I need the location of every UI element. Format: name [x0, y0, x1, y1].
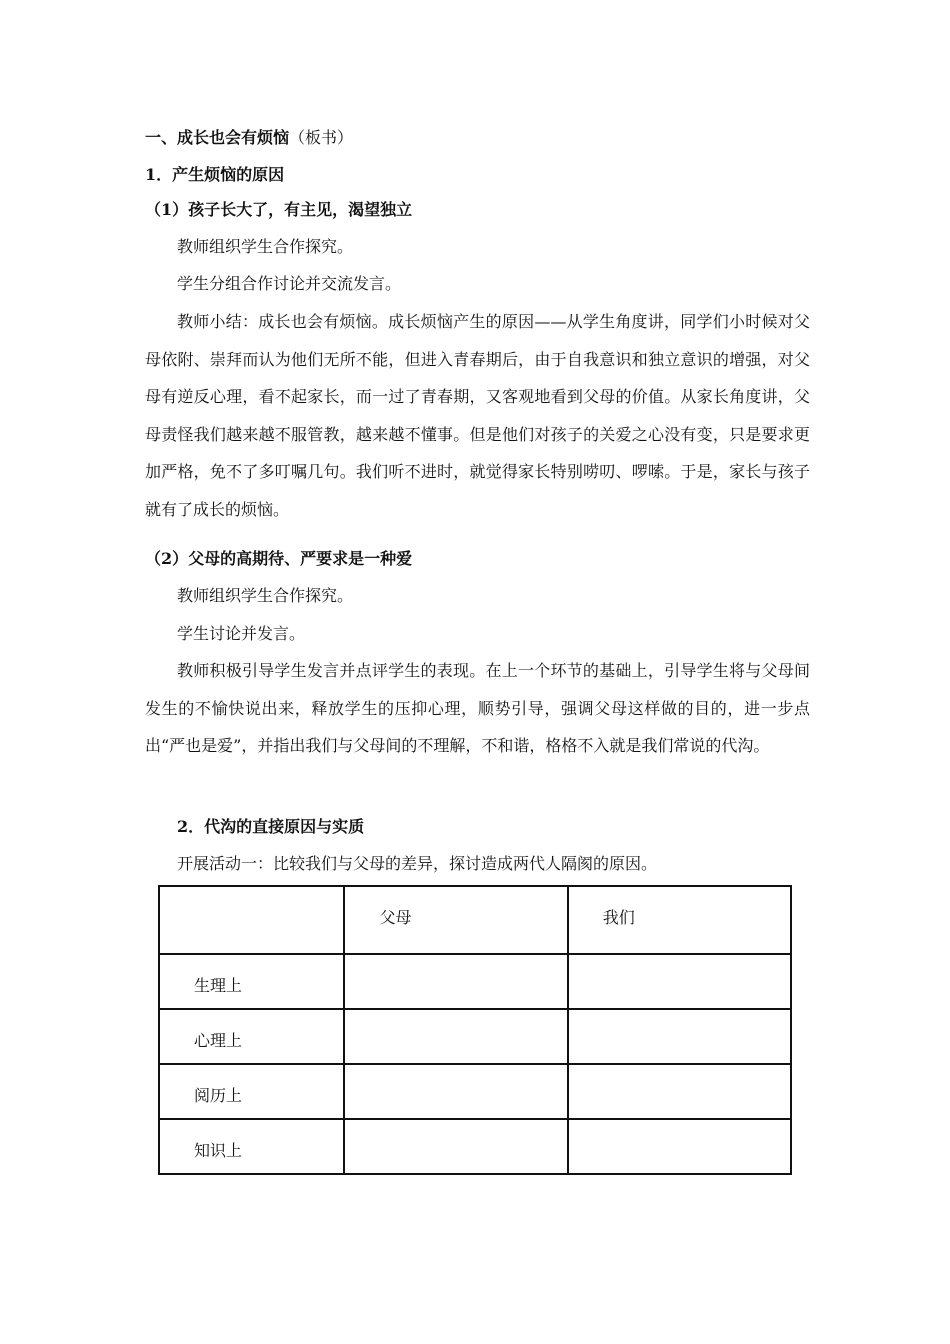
table-row — [159, 1119, 791, 1174]
table-cell — [568, 1009, 791, 1064]
main-heading-title: 一、成长也会有烦恼 — [145, 128, 290, 147]
table-header-cell: 我们 — [568, 886, 791, 954]
table-cell — [344, 1009, 567, 1064]
table-cell — [568, 1119, 791, 1174]
table-row — [159, 1009, 791, 1064]
table-row-label: 生理上 — [159, 954, 344, 1009]
table-row — [159, 954, 791, 1009]
main-heading-note: （板书） — [289, 128, 354, 147]
sub1-line1: 教师组织学生合作探究。 — [177, 237, 354, 256]
table-cell — [568, 1064, 791, 1119]
table-row-label: 知识上 — [159, 1119, 344, 1174]
table-header-cell: 父母 — [344, 886, 567, 954]
table-cell — [344, 1064, 567, 1119]
sub1-summary: 教师小结：成长也会有烦恼。成长烦恼产生的原因——从学生角度讲，同学们小时候对父母依附、崇拜而认为他们无所不能，但进入青春期后，由于自我意识和独立意识的增强，对父母有逆反心理，看不起家长，而一过了青春期，又客观地看到父母的价值。从家长角度讲，父母责怪我们越来越不服管教，越来越不懂事。但是他们对孩子的关爱之心没有变，只是要求更加严格，免不了多叮嘱几句。我们听不进时，就觉得家长特别唠叨、啰嗦。于是，家长与孩子就有了成长的烦恼。 — [145, 312, 810, 519]
sub1-title: （1）孩子长大了，有主见，渴望独立 — [145, 200, 413, 219]
sub1-line2: 学生分组合作讨论并交流发言。 — [177, 274, 402, 293]
section2-title: 2．代沟的直接原因与实质 — [177, 817, 365, 836]
table-header-row — [159, 886, 791, 954]
sub2-line1: 教师组织学生合作探究。 — [177, 586, 354, 605]
comparison-table — [158, 885, 792, 1175]
table-cell — [568, 954, 791, 1009]
sub2-summary: 教师积极引导学生发言并点评学生的表现。在上一个环节的基础上，引导学生将与父母间发生的不愉快说出来，释放学生的压抑心理，顺势引导，强调父母这样做的目的，进一步点出“严也是爱”，并指出我们与父母间的不理解，不和谐，格格不入就是我们常说的代沟。 — [145, 661, 810, 755]
section2-activity: 开展活动一：比较我们与父母的差异，探讨造成两代人隔阂的原因。 — [177, 854, 658, 873]
sub2-title: （2）父母的高期待、严要求是一种爱 — [145, 549, 413, 568]
sub2-line2: 学生讨论并发言。 — [177, 624, 306, 643]
table-row-label: 心理上 — [159, 1009, 344, 1064]
section1-title: 1．产生烦恼的原因 — [145, 165, 285, 184]
table-row-label: 阅历上 — [159, 1064, 344, 1119]
table-cell — [344, 954, 567, 1009]
table-row — [159, 1064, 791, 1119]
table-cell — [344, 1119, 567, 1174]
main-heading — [145, 128, 810, 148]
table-header-cell — [159, 886, 344, 954]
